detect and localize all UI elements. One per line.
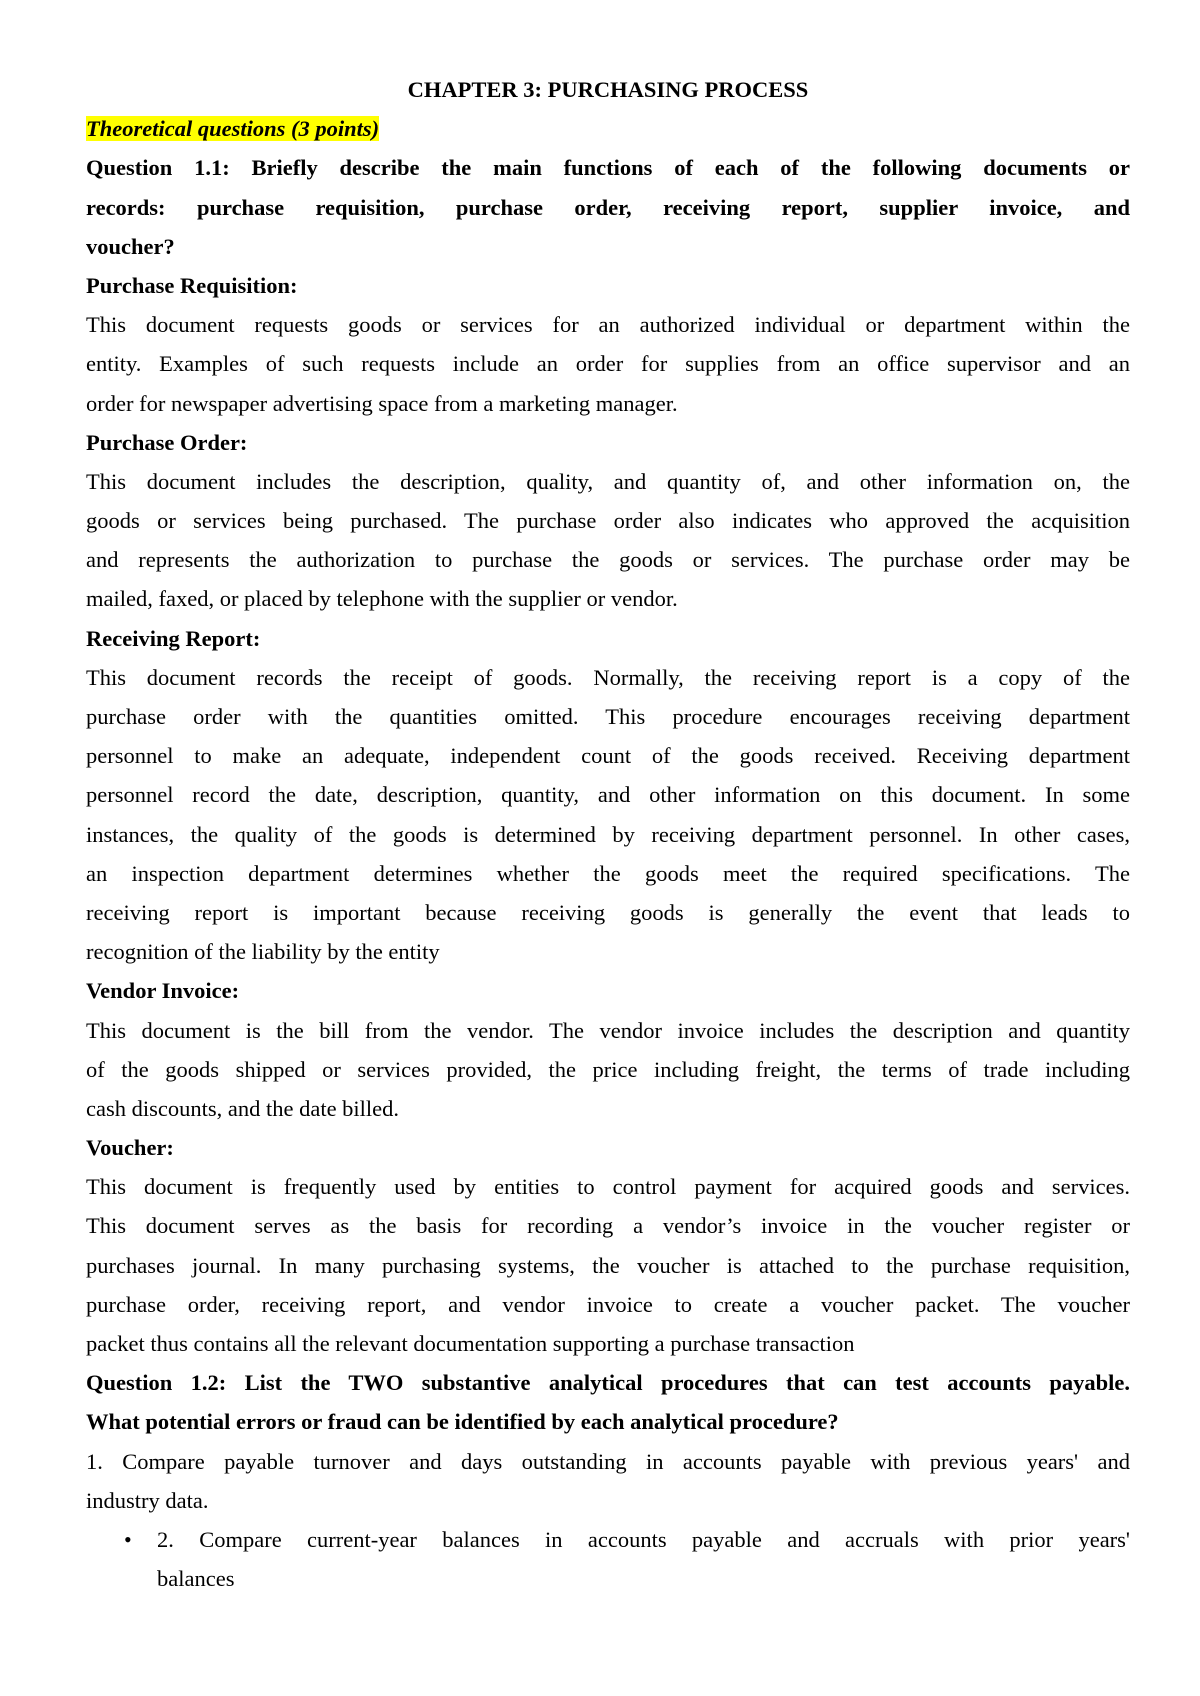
paragraph-line: of the goods shipped or services provided, the price including freight, the terms of trade including [86, 1056, 1130, 1082]
section-heading: Theoretical questions (3 points) [86, 116, 380, 142]
paragraph-line: industry data. [86, 1487, 209, 1513]
question-line: voucher? [86, 233, 175, 259]
bullet-icon: • [124, 1526, 132, 1552]
question-1-2 [86, 1363, 1130, 1441]
section-purchase-requisition [86, 266, 1130, 423]
paragraph-line: 1. Compare payable turnover and days outstanding in accounts payable with previous years' and [86, 1448, 1130, 1474]
paragraph-line: goods or services being purchased. The purchase order also indicates who approved the acquisition [86, 508, 1130, 534]
paragraph-line: receiving report is important because receiving goods is generally the event that leads to [86, 899, 1130, 925]
paragraph-line: This document serves as the basis for recording a vendor’s invoice in the voucher register or [86, 1213, 1130, 1239]
paragraph-line: purchases journal. In many purchasing systems, the voucher is attached to the purchase requisition, [86, 1252, 1130, 1278]
section-heading-voucher: Voucher: [86, 1135, 174, 1161]
section-voucher [86, 1128, 1130, 1363]
paragraph-line: personnel to make an adequate, independent count of the goods received. Receiving department [86, 743, 1130, 769]
paragraph-line: purchase order with the quantities omitted. This procedure encourages receiving department [86, 704, 1130, 729]
document-page [86, 70, 1130, 1598]
paragraph-line: cash discounts, and the date billed. [86, 1095, 400, 1121]
paragraph-line: balances [157, 1566, 235, 1592]
question-line: records: purchase requisition, purchase order, receiving report, supplier invoice, and [86, 194, 1130, 220]
section-vendor-invoice [86, 971, 1130, 1128]
chapter-title: CHAPTER 3: PURCHASING PROCESS [407, 77, 809, 102]
answer-2-list-item [86, 1520, 1130, 1598]
paragraph-line: an inspection department determines whether the goods meet the required specifications. The [86, 860, 1130, 886]
section-heading-receiving-report: Receiving Report: [86, 625, 261, 651]
paragraph-line: and represents the authorization to purchase the goods or services. The purchase order may be [86, 547, 1130, 573]
paragraph-line: instances, the quality of the goods is determined by receiving department personnel. In other cases, [86, 821, 1130, 847]
section-purchase-order [86, 423, 1130, 619]
paragraph-line: This document records the receipt of goods. Normally, the receiving report is a copy of the [86, 664, 1130, 690]
section-heading-vendor-invoice: Vendor Invoice: [86, 978, 240, 1004]
question-line: Question 1.2: List the TWO substantive analytical procedures that can test accounts payable. [86, 1370, 1130, 1396]
paragraph-line: This document requests goods or services for an authorized individual or department within the [86, 312, 1130, 338]
paragraph-line: recognition of the liability by the entity [86, 939, 440, 965]
question-line: Question 1.1: Briefly describe the main functions of each of the following documents or [86, 155, 1130, 181]
paragraph-line: 2. Compare current-year balances in accounts payable and accruals with prior years' [157, 1526, 1130, 1552]
paragraph-line: order for newspaper advertising space from a marketing manager. [86, 390, 678, 416]
paragraph-line: mailed, faxed, or placed by telephone with the supplier or vendor. [86, 586, 678, 612]
paragraph-line: personnel record the date, description, quantity, and other information on this document. In some [86, 782, 1130, 808]
paragraph-line: entity. Examples of such requests include an order for supplies from an office supervisor and an [86, 351, 1130, 377]
section-heading-purchase-order: Purchase Order: [86, 429, 248, 455]
question-line: What potential errors or fraud can be identified by each analytical procedure? [86, 1409, 839, 1435]
section-heading-line [86, 109, 1130, 148]
paragraph-line: This document is frequently used by entities to control payment for acquired goods and services. [86, 1174, 1130, 1200]
paragraph-line: purchase order, receiving report, and vendor invoice to create a voucher packet. The voucher [86, 1291, 1130, 1317]
question-1-1 [86, 148, 1130, 266]
answer-1 [86, 1442, 1130, 1520]
paragraph-line: This document includes the description, quality, and quantity of, and other information on, the [86, 468, 1130, 494]
section-heading-purchase-requisition: Purchase Requisition: [86, 272, 298, 298]
paragraph-line: This document is the bill from the vendor. The vendor invoice includes the description and quantity [86, 1017, 1130, 1043]
section-receiving-report [86, 619, 1130, 972]
paragraph-line: packet thus contains all the relevant documentation supporting a purchase transaction [86, 1331, 855, 1356]
